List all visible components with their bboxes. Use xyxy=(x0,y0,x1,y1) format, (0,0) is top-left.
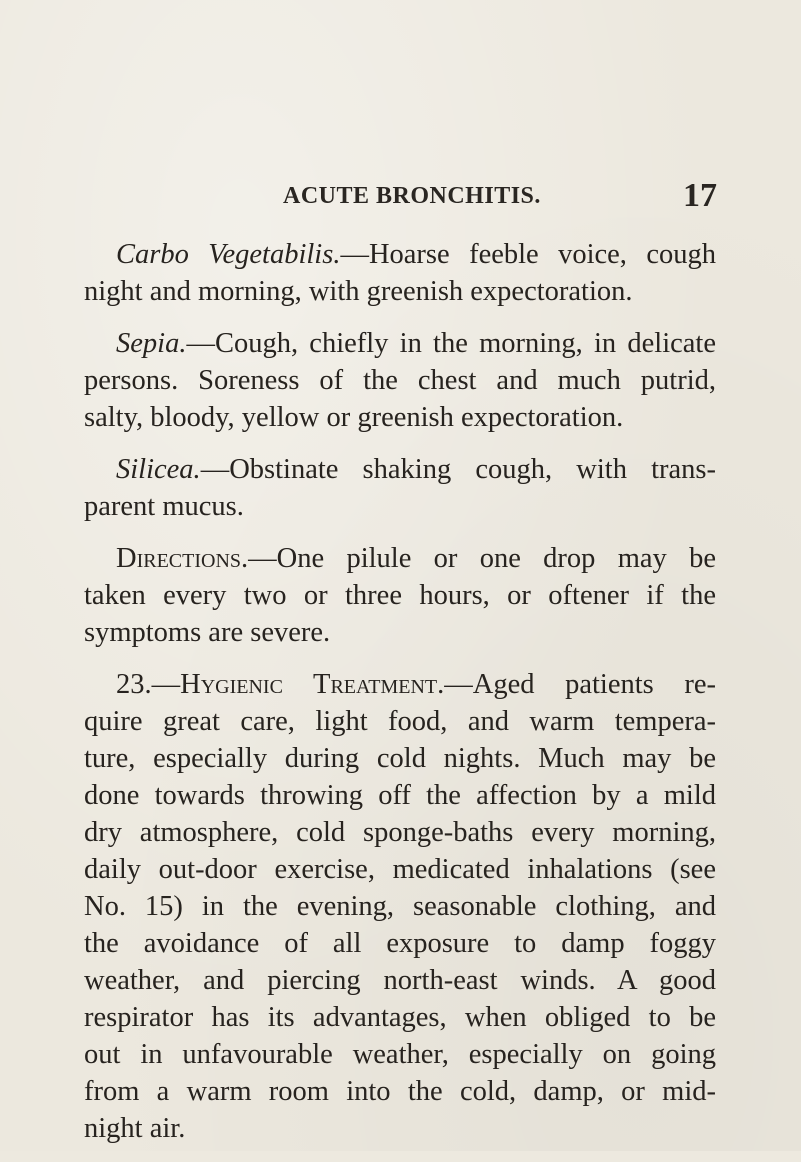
line-text: —Obstinate shaking cough, with trans- xyxy=(200,454,716,485)
line-text: —One pilule or one drop may be xyxy=(248,543,716,574)
text-line xyxy=(84,666,716,703)
paragraph-hygienic-treatment xyxy=(84,666,716,1147)
text-line xyxy=(84,451,716,488)
text-line: No. 15) in the evening, seasonable clothing, and xyxy=(84,891,716,922)
running-head: ACUTE BRONCHITIS. xyxy=(283,183,541,209)
paragraph-sepia xyxy=(84,325,716,436)
paragraph-carbo-vegetabilis xyxy=(84,236,716,310)
line-text: —Cough, chiefly in the morning, in delicate xyxy=(186,328,716,359)
body-text xyxy=(84,236,716,1162)
section-heading: Directions. xyxy=(116,543,249,574)
text-line: taken every two or three hours, or oftener if the xyxy=(84,580,716,611)
show-through-bleed xyxy=(0,90,801,137)
text-line: out in unfavourable weather, especially on going xyxy=(84,1039,716,1070)
text-line: weather, and piercing north-east winds. A good xyxy=(84,965,716,996)
paragraph-directions xyxy=(84,540,716,651)
text-line: parent mucus. xyxy=(84,491,244,522)
text-line: ture, especially during cold nights. Much may be xyxy=(84,743,716,774)
text-line: the avoidance of all exposure to damp foggy xyxy=(84,928,716,959)
text-line: respirator has its advantages, when obliged to be xyxy=(84,1002,716,1033)
text-line xyxy=(84,325,716,362)
remedy-name: Carbo Vegetabilis. xyxy=(116,239,341,270)
text-line: night air. xyxy=(84,1113,186,1144)
page-header xyxy=(0,177,801,217)
text-line: dry atmosphere, cold sponge-baths every morning, xyxy=(84,817,716,848)
text-line: night and morning, with greenish expectoration. xyxy=(84,276,633,307)
remedy-name: Sepia. xyxy=(116,328,187,359)
text-line: done towards throwing off the affection by a mild xyxy=(84,780,716,811)
paragraph-silicea xyxy=(84,451,716,525)
line-text: —Aged patients re- xyxy=(444,669,717,700)
text-line: symptoms are severe. xyxy=(84,617,331,648)
section-heading: —Hygienic Treatment. xyxy=(151,669,445,700)
page-number: 17 xyxy=(683,177,717,214)
line-text: —Hoarse feeble voice, cough xyxy=(340,239,716,270)
text-line: quire great care, light food, and warm tempera- xyxy=(84,706,716,737)
section-number: 23. xyxy=(116,669,152,700)
text-line xyxy=(84,540,716,577)
text-line: from a warm room into the cold, damp, or mid- xyxy=(84,1076,716,1107)
text-line: daily out-door exercise, medicated inhalations (see xyxy=(84,854,716,885)
text-line xyxy=(84,236,716,273)
text-line: salty, bloody, yellow or greenish expectoration. xyxy=(84,402,624,433)
text-line: persons. Soreness of the chest and much putrid, xyxy=(84,365,716,396)
remedy-name: Silicea. xyxy=(116,454,201,485)
